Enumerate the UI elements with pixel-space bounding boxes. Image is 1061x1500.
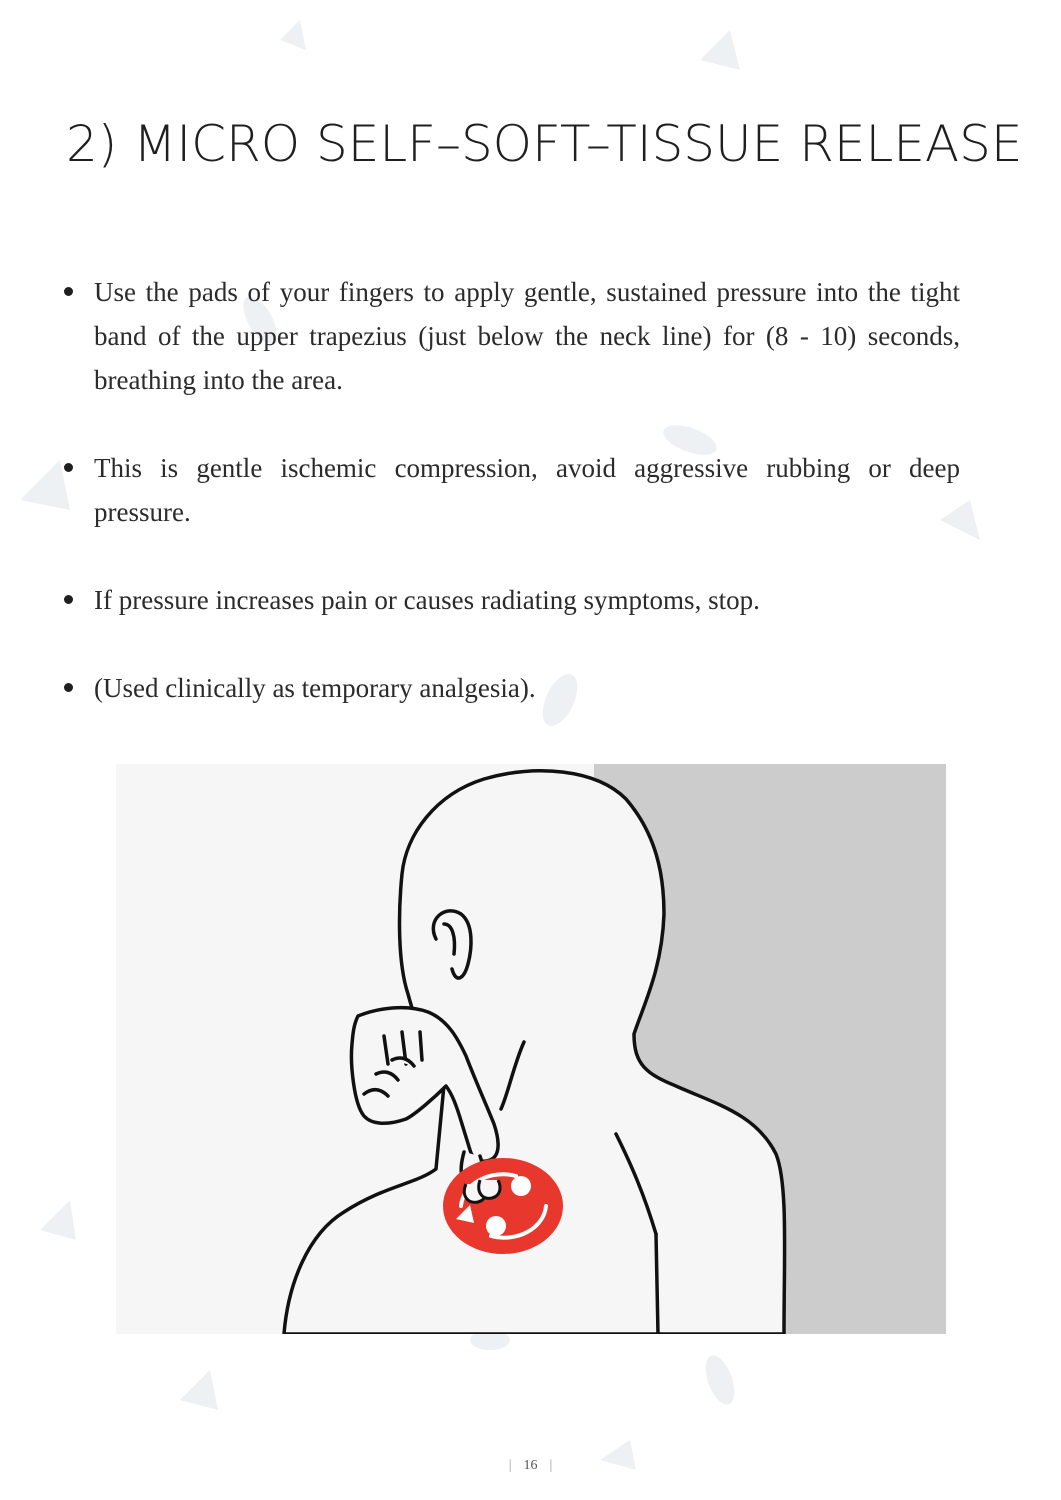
bullet-icon: [64, 595, 73, 604]
bullet-text: (Used clinically as temporary analgesia).: [94, 673, 536, 703]
bullet-text: If pressure increases pain or causes radiating symptoms, stop.: [94, 585, 760, 615]
pressure-point-target-icon: [443, 1158, 563, 1254]
bullet-icon: [64, 463, 73, 472]
bullet-icon: [64, 683, 73, 692]
trapezius-release-illustration: [116, 764, 946, 1334]
page-number: [0, 1458, 1061, 1474]
bullet-text: Use the pads of your fingers to apply gentle, sustained pressure into the tight band of the upper trapezius (just below the neck line) for (8 - 10) seconds, breathing into the area.: [94, 277, 960, 395]
list-item: [60, 578, 960, 622]
page-number-text: 16: [523, 1458, 538, 1473]
list-item: [60, 446, 960, 534]
bullet-icon: [64, 287, 73, 296]
bullet-text: This is gentle ischemic compression, avoid aggressive rubbing or deep pressure.: [94, 453, 960, 527]
page-title: 2) MICRO SELF–SOFT–TISSUE RELEASE: [66, 115, 1023, 173]
list-item: [60, 270, 960, 402]
list-item: [60, 666, 960, 710]
divider: |: [508, 1458, 512, 1473]
divider: |: [549, 1458, 553, 1473]
instruction-list: [60, 270, 960, 754]
